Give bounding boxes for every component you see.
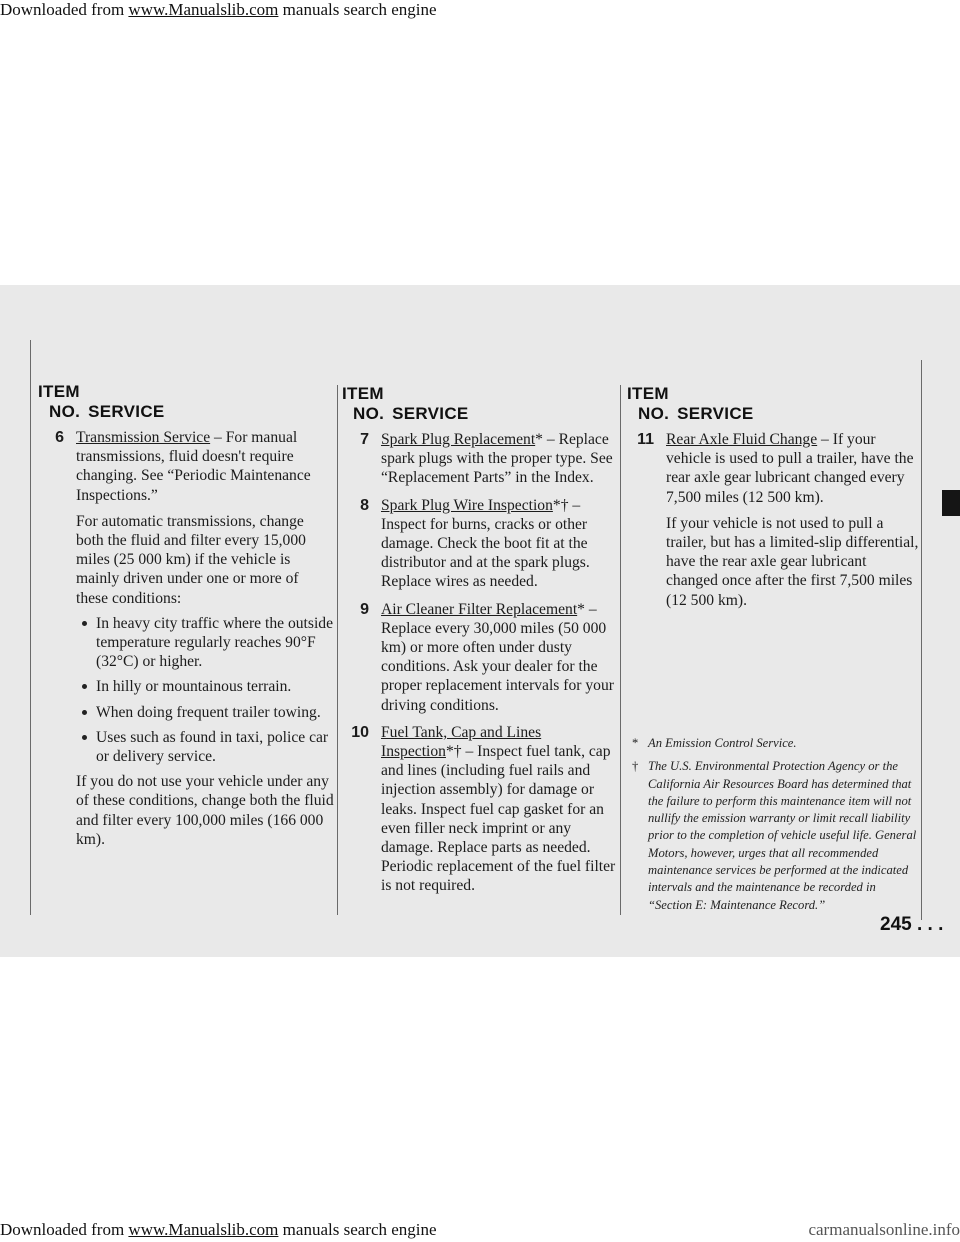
- service-item-6: [44, 428, 334, 849]
- manualslib-link[interactable]: www.Manualslib.com: [128, 1220, 279, 1239]
- footnote-symbol: *: [632, 736, 639, 750]
- site-watermark: carmanualsonline.info: [808, 1220, 960, 1239]
- item-number: 8: [360, 496, 369, 514]
- condition-list: [76, 614, 334, 766]
- page-number: 245 . . .: [880, 914, 944, 935]
- item-text: *† – Inspect fuel tank, cap and lines (including fuel rails and injection assembly) for damage or leaks. Inspect fuel cap gasket for an even filler neck imprint or any damage. Replace parts as needed. Periodic replacement of the fuel filter is not required.: [381, 743, 616, 895]
- service-item-8: [349, 496, 621, 592]
- header-item: ITEM: [627, 384, 669, 403]
- item-number: 10: [351, 723, 369, 741]
- manualslib-link[interactable]: www.Manualslib.com: [128, 0, 279, 19]
- item-title: Spark Plug Wire Inspection: [381, 496, 553, 514]
- column-2: [349, 430, 621, 896]
- item-text: *† – Inspect for burns, cracks or other damage. Check the boot fit at the distributor and at the spark plugs. Replace wires as needed.: [381, 496, 590, 591]
- footnote-symbol: †: [632, 759, 639, 774]
- item-paragraph: If you do not use your vehicle under any of these conditions, change both the fluid and filter every 100,000 miles (166 000 km).: [76, 773, 334, 848]
- item-text: * – Replace every 30,000 miles (50 000 km) or more often under dusty conditions. Ask your dealer for the proper replacement intervals for your driving conditions.: [381, 600, 614, 714]
- item-title: Air Cleaner Filter Replacement: [381, 600, 578, 618]
- column-header-3: [627, 384, 754, 424]
- column-rule-1: [337, 385, 338, 915]
- footnotes: [632, 735, 918, 920]
- header-service: SERVICE: [677, 404, 754, 423]
- header-no: NO.: [49, 402, 81, 421]
- item-title: Spark Plug Replacement: [381, 431, 536, 448]
- footnote-text: The U.S. Environmental Protection Agency or the California Air Resources Board has determined that the failure to perform this maintenance item will not nullify the emission warranty or limit recall liability prior to the completion of vehicle useful life. General Motors, however, urges that all recommended maintenance services be performed at the indicated intervals and the maintenance be recorded in “Section E: Maintenance Record.”: [648, 759, 917, 912]
- header-item: ITEM: [342, 384, 384, 403]
- item-title: Transmission Service: [76, 429, 211, 446]
- list-item: In heavy city traffic where the outside temperature regularly reaches 90°F (32°C) or higher.: [96, 614, 333, 671]
- column-header-2: [342, 384, 469, 424]
- banner-prefix: Downloaded from: [0, 0, 125, 19]
- column-3: [634, 430, 921, 610]
- item-title: Rear Axle Fluid Change: [666, 431, 818, 448]
- header-no: NO.: [353, 404, 385, 423]
- item-text: * – Replace spark plugs with the proper type. See “Replacement Parts” in the Index.: [381, 431, 613, 487]
- banner-prefix: Downloaded from: [0, 1220, 125, 1239]
- download-banner: [0, 0, 437, 20]
- header-item: ITEM: [38, 382, 80, 401]
- header-no: NO.: [638, 404, 670, 423]
- column-header-1: [38, 382, 165, 422]
- list-item: In hilly or mountainous terrain.: [96, 677, 334, 696]
- item-title: Fuel Tank, Cap and Lines Inspection: [381, 723, 542, 761]
- service-item-9: [349, 600, 621, 715]
- footnote: [632, 758, 918, 914]
- right-margin-rule: [921, 360, 922, 920]
- item-number: 9: [360, 600, 369, 618]
- left-margin-rule: [30, 340, 31, 915]
- header-service: SERVICE: [392, 404, 469, 423]
- item-number: 6: [55, 429, 64, 446]
- item-paragraph: If your vehicle is not used to pull a trailer, but has a limited-slip differential, have the rear axle gear lubricant changed once after the first 7,500 miles (12 500 km).: [666, 514, 919, 609]
- column-1: [44, 428, 334, 849]
- list-item: Uses such as found in taxi, police car or delivery service.: [96, 728, 334, 766]
- item-paragraph: For automatic transmissions, change both the fluid and filter every 15,000 miles (25 000 km) if the vehicle is mainly driven under one or more of these conditions:: [76, 512, 306, 607]
- list-item: When doing frequent trailer towing.: [96, 703, 334, 722]
- download-banner-bottom: [0, 1220, 437, 1240]
- item-text: – If your vehicle is used to pull a trailer, have the rear axle gear lubricant changed every 7,500 miles (12 500 km).: [666, 431, 914, 506]
- footnote: [632, 735, 918, 752]
- service-item-11: [634, 430, 921, 610]
- item-number: 11: [637, 431, 654, 448]
- section-thumb-tab: [942, 490, 960, 516]
- item-text: – For manual transmissions, fluid doesn't require changing. See “Periodic Maintenance Inspections.”: [76, 429, 311, 504]
- banner-suffix: manuals search engine: [282, 1220, 437, 1239]
- header-service: SERVICE: [88, 402, 165, 421]
- footnote-text: An Emission Control Service.: [648, 736, 797, 750]
- banner-suffix: manuals search engine: [282, 0, 437, 19]
- service-item-7: [349, 430, 621, 488]
- item-number: 7: [360, 431, 369, 448]
- service-item-10: [349, 723, 621, 896]
